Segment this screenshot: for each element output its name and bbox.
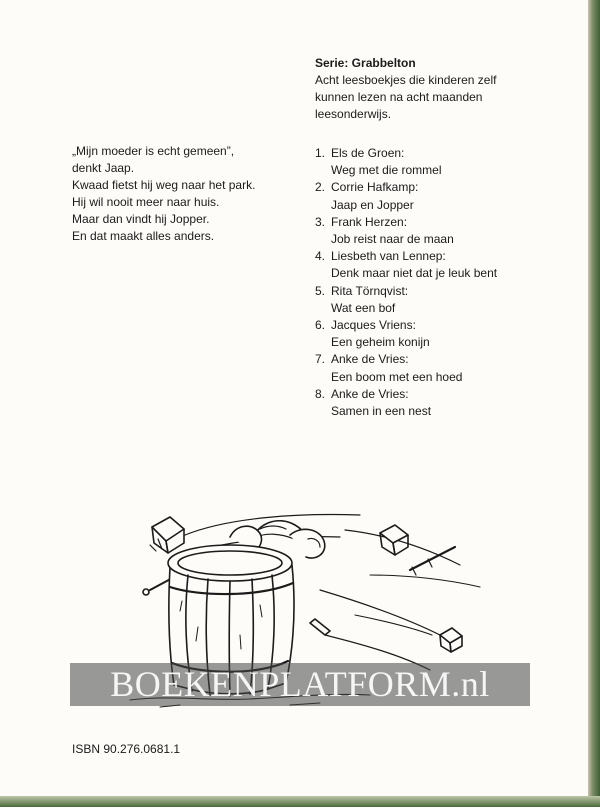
- book-list: [315, 145, 575, 420]
- series-description-line: kunnen lezen na acht maanden: [315, 90, 483, 104]
- blurb-line: denkt Jaap.: [72, 161, 135, 175]
- book-number: 5.: [315, 283, 326, 298]
- book-author: Anke de Vries:: [331, 352, 409, 367]
- flying-box-icon: [150, 517, 184, 553]
- book-title: Samen in een nest: [331, 404, 432, 419]
- isbn: ISBN 90.276.0681.1: [72, 742, 181, 756]
- book-author: Rita Törnqvist:: [331, 283, 409, 298]
- book-list-item: [315, 214, 575, 248]
- series-title: Serie: Grabbelton: [315, 56, 416, 70]
- book-title: Wat een bof: [331, 300, 396, 315]
- book-title: Job reist naar de maan: [331, 232, 454, 247]
- book-list-item: [315, 317, 575, 351]
- series-description-line: Acht leesboekjes die kinderen zelf: [315, 73, 497, 87]
- book-author: Jacques Vriens:: [331, 318, 416, 333]
- blurb-text: [72, 143, 302, 245]
- cover-edge-bottom: [0, 796, 600, 807]
- blurb-line: En dat maakt alles anders.: [72, 229, 215, 243]
- book-number: 2.: [315, 180, 326, 195]
- book-author: Els de Groen:: [331, 146, 405, 160]
- book-list-item: [315, 351, 575, 385]
- blurb-line: Hij wil nooit meer naar huis.: [72, 195, 220, 209]
- book-title: Weg met die rommel: [331, 163, 442, 178]
- book-author: Liesbeth van Lennep:: [331, 249, 446, 264]
- book-title: Jaap en Jopper: [331, 197, 414, 212]
- book-number: 3.: [315, 214, 326, 229]
- cover-edge-right: [588, 0, 600, 807]
- flying-box-icon: [380, 525, 408, 555]
- watermark: BOEKENPLATFORM.nl: [70, 663, 530, 706]
- book-list-item: [315, 179, 575, 213]
- book-title: Denk maar niet dat je leuk bent: [331, 266, 498, 281]
- series-description-line: leesonderwijs.: [315, 107, 392, 121]
- book-list-item: [315, 283, 575, 317]
- blurb-line: Maar dan vindt hij Jopper.: [72, 212, 210, 226]
- book-title: Een geheim konijn: [331, 335, 430, 350]
- book-list-item: [315, 145, 575, 179]
- blurb-line: Kwaad fietst hij weg naar het park.: [72, 178, 256, 192]
- book-number: 1.: [315, 146, 326, 160]
- book-author: Corrie Hafkamp:: [331, 180, 419, 195]
- blurb-line: „Mijn moeder is echt gemeen”,: [72, 144, 235, 158]
- book-author: Anke de Vries:: [331, 386, 409, 401]
- book-title: Een boom met een hoed: [331, 369, 463, 384]
- book-number: 6.: [315, 318, 326, 333]
- book-list-item: [315, 386, 575, 420]
- series-info: [315, 55, 565, 123]
- flying-box-icon: [440, 628, 462, 652]
- book-number: 8.: [315, 386, 326, 401]
- book-author: Frank Herzen:: [331, 214, 408, 229]
- book-number: 4.: [315, 249, 326, 264]
- book-number: 7.: [315, 352, 326, 367]
- book-list-item: [315, 248, 575, 282]
